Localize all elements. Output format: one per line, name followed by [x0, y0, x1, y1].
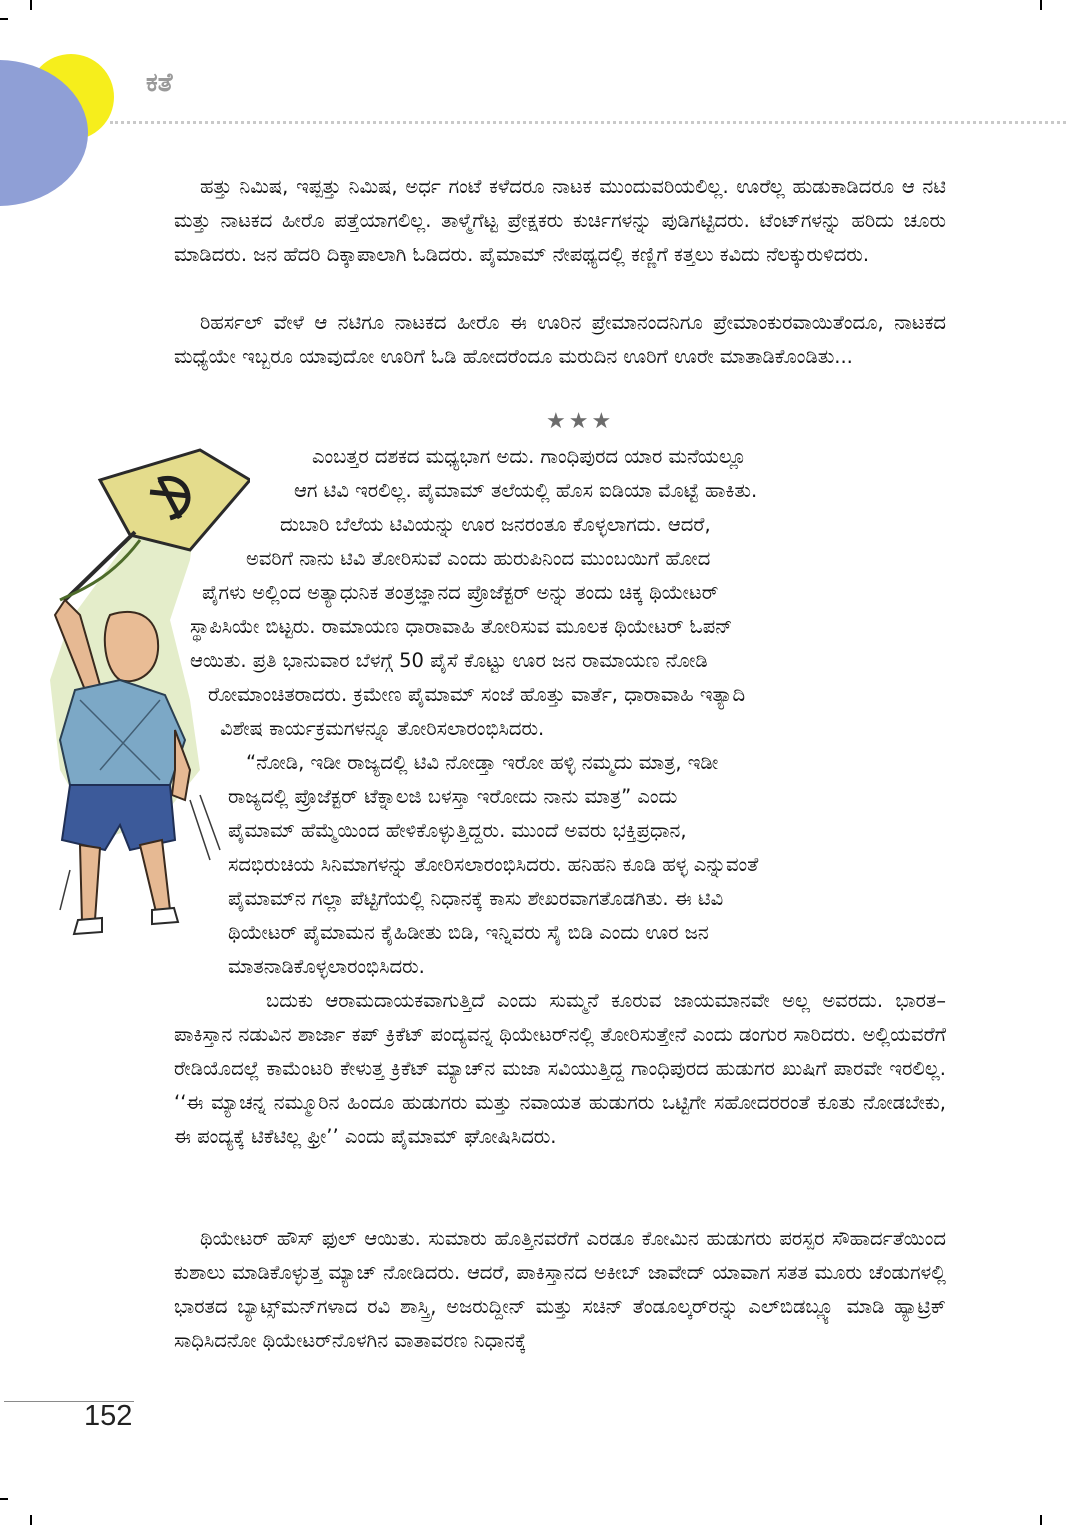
wrap-line: ಸದಭಿರುಚಿಯ ಸಿನಿಮಾಗಳನ್ನು ತೋರಿಸಲಾರಂಭಿಸಿದರು. ಹನಿಹನಿ ಕೂಡಿ ಹಳ್ಳ ಎನ್ನುವಂತೆ	[228, 853, 759, 876]
antenna-man-illustration	[40, 440, 250, 980]
wrap-line: ಅವರಿಗೆ ನಾನು ಟಿವಿ ತೋರಿಸುವೆ ಎಂದು ಹುರುಪಿನಿಂದ ಮುಂಬಯಿಗೆ ಹೋದ	[246, 547, 711, 570]
crop-mark	[1040, 0, 1042, 10]
wrap-line: ಸ್ಥಾಪಿಸಿಯೇ ಬಿಟ್ಟರು. ರಾಮಾಯಣ ಧಾರಾವಾಹಿ ತೋರಿಸುವ ಮೂಲಕ ಥಿಯೇಟರ್ ಓಪನ್	[190, 615, 733, 638]
sign-board-icon	[100, 450, 250, 550]
wrap-line: ಥಿಯೇಟರ್ ಪೈಮಾಮನ ಕೈಹಿಡೀತು ಬಿಡಿ, ಇನ್ನಿವರು ಸೈ ಬಿಡಿ ಎಂದು ಊರ ಜನ	[228, 921, 709, 944]
crop-mark	[1040, 1515, 1042, 1525]
wrap-line: ಆಯಿತು. ಪ್ರತಿ ಭಾನುವಾರ ಬೆಳಗ್ಗೆ 50 ಪೈಸೆ ಕೊಟ್ಟು ಊರ ಜನ ರಾಮಾಯಣ ನೋಡಿ	[190, 649, 708, 672]
wrap-line: ಮಾತನಾಡಿಕೊಳ್ಳಲಾರಂಭಿಸಿದರು.	[228, 955, 425, 978]
section-separator: ★★★	[546, 409, 615, 434]
paragraph-2: ರಿಹರ್ಸಲ್ ವೇಳೆ ಆ ನಟಿಗೂ ನಾಟಕದ ಹೀರೊ ಈ ಊರಿನ ಪ್ರೇಮಾನಂದನಿಗೂ ಪ್ರೇಮಾಂಕುರವಾಯಿತೆಂದೂ, ನಾಟಕದ ಮಧ್ಯೆಯೇ ಇಬ್ಬರೂ ಯಾವುದೋ ಊರಿಗೆ ಓಡಿ ಹೋದರೆಂದೂ ಮರುದಿನ ಊರಿಗೆ ಊರೇ ಮಾತಾಡಿಕೊಂಡಿತು...	[174, 311, 946, 368]
wrap-line: ಪೈಗಳು ಅಲ್ಲಿಂದ ಅತ್ಯಾಧುನಿಕ ತಂತ್ರಜ್ಞಾನದ ಪ್ರೊಜೆಕ್ಟರ್ ಅನ್ನು ತಂದು ಚಿಕ್ಕ ಥಿಯೇಟರ್	[202, 581, 719, 604]
header-dotted-rule	[110, 121, 1066, 124]
paragraph-1: ಹತ್ತು ನಿಮಿಷ, ಇಪ್ಪತ್ತು ನಿಮಿಷ, ಅರ್ಧ ಗಂಟೆ ಕಳೆದರೂ ನಾಟಕ ಮುಂದುವರಿಯಲಿಲ್ಲ. ಊರೆಲ್ಲ ಹುಡುಕಾಡಿದರೂ ಆ ನಟಿ ಮತ್ತು ನಾಟಕದ ಹೀರೊ ಪತ್ತೆಯಾಗಲಿಲ್ಲ. ತಾಳ್ಮೆಗೆಟ್ಟ ಪ್ರೇಕ್ಷಕರು ಕುರ್ಚಿಗಳನ್ನು ಪುಡಿಗಟ್ಟಿದರು. ಟೆಂಟ್‌ಗಳನ್ನು ಹರಿದು ಚೂರು ಮಾಡಿದರು. ಜನ ಹೆದರಿ ದಿಕ್ಕಾಪಾಲಾಗಿ ಓಡಿದರು. ಪೈಮಾಮ್ ನೇಪಥ್ಯದಲ್ಲಿ ಕಣ್ಣಿಗೆ ಕತ್ತಲು ಕವಿದು ನೆಲಕ್ಕುರುಳಿದರು.	[174, 175, 946, 266]
paragraph-4: ಬದುಕು ಆರಾಮದಾಯಕವಾಗುತ್ತಿದೆ ಎಂದು ಸುಮ್ಮನೆ ಕೂರುವ ಜಾಯಮಾನವೇ ಅಲ್ಲ ಅವರದು. ಭಾರತ–ಪಾಕಿಸ್ತಾನ ನಡುವಿನ ಶಾರ್ಜಾ ಕಪ್ ಕ್ರಿಕೆಟ್ ಪಂದ್ಯವನ್ನ ಥಿಯೇಟರ್‌ನಲ್ಲಿ ತೋರಿಸುತ್ತೇನೆ ಎಂದು ಡಂಗುರ ಸಾರಿದರು. ಅಲ್ಲಿಯವರೆಗೆ ರೇಡಿಯೊದಲ್ಲೆ ಕಾಮೆಂಟರಿ ಕೇಳುತ್ತ ಕ್ರಿಕೆಟ್ ಮ್ಯಾಚ್‌ನ ಮಜಾ ಸವಿಯುತ್ತಿದ್ದ ಗಾಂಧಿಪುರದ ಹುಡುಗರ ಖುಷಿಗೆ ಪಾರವೇ ಇರಲಿಲ್ಲ. ‘‘ಈ ಮ್ಯಾಚನ್ನ ನಮ್ಮೂರಿನ ಹಿಂದೂ ಹುಡುಗರು ಮತ್ತು ನವಾಯತ ಹುಡುಗರು ಒಟ್ಟಿಗೇ ಸಹೋದರರಂತೆ ಕೂತು ನೋಡಬೇಕು, ಈ ಪಂದ್ಯಕ್ಕೆ ಟಿಕೆಟಿಲ್ಲ ಫ್ರೀ’’ ಎಂದು ಪೈಮಾಮ್ ಘೋಷಿಸಿದರು.	[174, 989, 946, 1148]
wrap-line: ಪೈಮಾಮ್‌ನ ಗಲ್ಲಾ ಪೆಟ್ಟಿಗೆಯಲ್ಲಿ ನಿಧಾನಕ್ಕೆ ಕಾಸು ಶೇಖರವಾಗತೊಡಗಿತು. ಈ ಟಿವಿ	[228, 887, 724, 910]
wrap-line: ಪೈಮಾಮ್ ಹೆಮ್ಮೆಯಿಂದ ಹೇಳಿಕೊಳ್ಳುತ್ತಿದ್ದರು. ಮುಂದೆ ಅವರು ಭಕ್ತಿಪ್ರಧಾನ,	[228, 819, 687, 842]
page-number: 152	[84, 1400, 133, 1432]
wrap-line: ರೋಮಾಂಚಿತರಾದರು. ಕ್ರಮೇಣ ಪೈಮಾಮ್ ಸಂಜೆ ಹೊತ್ತು ವಾರ್ತೆ, ಧಾರಾವಾಹಿ ಇತ್ಯಾದಿ	[208, 683, 746, 706]
wrap-line: ಎಂಬತ್ತರ ದಶಕದ ಮಧ್ಯಭಾಗ ಅದು. ಗಾಂಧಿಪುರದ ಯಾರ ಮನೆಯಲ್ಲೂ	[312, 445, 747, 468]
section-label: ಕತೆ	[146, 68, 173, 98]
wrap-line: ಆಗ ಟಿವಿ ಇರಲಿಲ್ಲ. ಪೈಮಾಮ್ ತಲೆಯಲ್ಲಿ ಹೊಸ ಐಡಿಯಾ ಮೊಟ್ಟೆ ಹಾಕಿತು.	[294, 479, 758, 502]
wrap-line: ವಿಶೇಷ ಕಾರ್ಯಕ್ರಮಗಳನ್ನೂ ತೋರಿಸಲಾರಂಭಿಸಿದರು.	[220, 717, 545, 740]
wrap-line: “ನೋಡಿ, ಇಡೀ ರಾಜ್ಯದಲ್ಲಿ ಟಿವಿ ನೋಡ್ತಾ ಇರೋ ಹಳ್ಳಿ ನಮ್ಮದು ಮಾತ್ರ, ಇಡೀ	[246, 751, 719, 774]
paragraph-5: ಥಿಯೇಟರ್ ಹೌಸ್ ಫುಲ್ ಆಯಿತು. ಸುಮಾರು ಹೊತ್ತಿನವರೆಗೆ ಎರಡೂ ಕೋಮಿನ ಹುಡುಗರು ಪರಸ್ಪರ ಸೌಹಾರ್ದತೆಯಿಂದ ಕುಶಾಲು ಮಾಡಿಕೊಳ್ಳುತ್ತ ಮ್ಯಾಚ್ ನೋಡಿದರು. ಆದರೆ, ಪಾಕಿಸ್ತಾನದ ಅಕೀಬ್ ಜಾವೇದ್ ಯಾವಾಗ ಸತತ ಮೂರು ಚೆಂಡುಗಳಲ್ಲಿ ಭಾರತದ ಬ್ಯಾಟ್ಸ್‌ಮನ್‌ಗಳಾದ ರವಿ ಶಾಸ್ತ್ರಿ, ಅಜರುದ್ದೀನ್ ಮತ್ತು ಸಚಿನ್ ತೆಂಡೂಲ್ಕರ್‌ರನ್ನು ಎಲ್‌ಬಿಡಬ್ಲ್ಯೂ ಮಾಡಿ ಹ್ಯಾಟ್ರಿಕ್ ಸಾಧಿಸಿದನೋ ಥಿಯೇಟರ್‌ನೊಳಗಿನ ವಾತಾವರಣ ನಿಧಾನಕ್ಕೆ	[174, 1227, 946, 1352]
crop-mark	[30, 1515, 32, 1525]
crop-mark	[30, 0, 32, 10]
wrap-line: ರಾಜ್ಯದಲ್ಲಿ ಪ್ರೊಜೆಕ್ಟರ್ ಟೆಕ್ನಾಲಜಿ ಬಳಸ್ತಾ ಇರೋದು ನಾನು ಮಾತ್ರ” ಎಂದು	[228, 785, 678, 808]
crop-mark	[0, 1498, 8, 1500]
wrap-line: ದುಬಾರಿ ಬೆಲೆಯ ಟಿವಿಯನ್ನು ಊರ ಜನರಂತೂ ಕೊಳ್ಳಲಾಗದು. ಆದರೆ,	[280, 513, 711, 536]
crop-mark	[0, 18, 8, 20]
